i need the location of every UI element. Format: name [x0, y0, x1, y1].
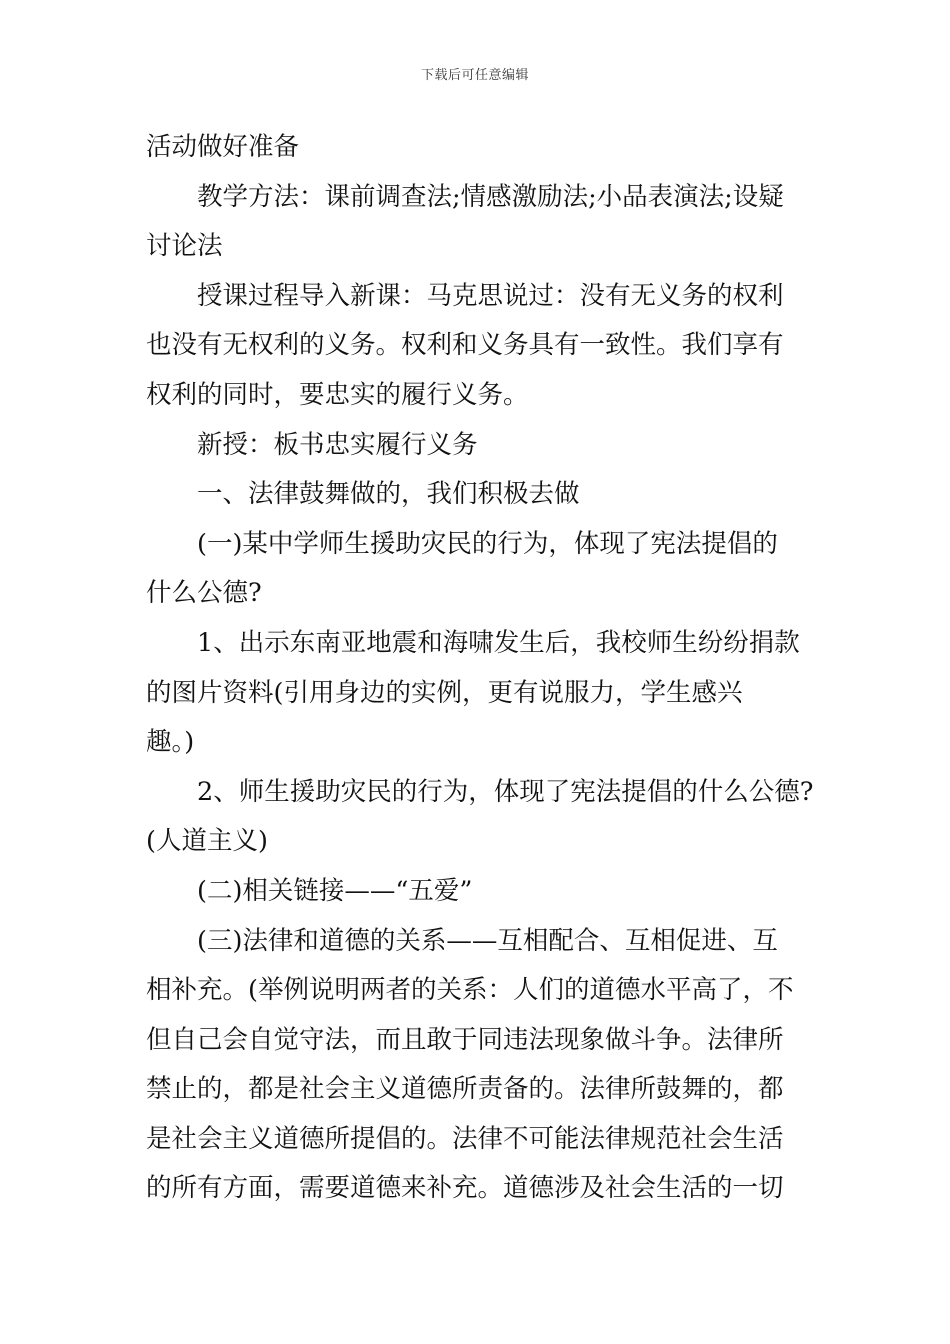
document-body: [146, 123, 814, 1214]
text-line: 一、法律鼓舞做的，我们积极去做: [197, 479, 580, 510]
text-line: 教学方法：课前调查法;情感激励法;小品表演法;设疑: [197, 181, 784, 212]
text-line: 授课过程导入新课：马克思说过：没有无义务的权利: [197, 280, 784, 311]
text-line: (人道主义): [146, 826, 268, 857]
text-line: 相补充。(举例说明两者的关系：人们的道德水平高了，不: [146, 975, 794, 1006]
text-line: 权利的同时，要忠实的履行义务。: [146, 379, 529, 410]
text-line: 的图片资料(引用身边的实例，更有说服力，学生感兴: [146, 677, 743, 708]
text-line: 讨论法: [146, 231, 223, 262]
text-line: 禁止的，都是社会主义道德所责备的。法律所鼓舞的，都: [146, 1074, 784, 1105]
text-line: 新授：板书忠实履行义务: [197, 429, 478, 460]
text-line: 趣。): [146, 727, 195, 758]
page-header: 下载后可任意编辑: [420, 68, 529, 83]
text-line: 1、出示东南亚地震和海啸发生后，我校师生纷纷捐款: [197, 627, 800, 658]
text-line: 但自己会自觉守法，而且敢于同违法现象做斗争。法律所: [146, 1024, 784, 1055]
text-line: 什么公德?: [146, 578, 262, 609]
text-line: (三)法律和道德的关系——互相配合、互相促进、互: [197, 925, 778, 956]
text-line: (二)相关链接——“五爱”: [197, 875, 473, 906]
text-line: 2、师生援助灾民的行为，体现了宪法提倡的什么公德?: [197, 776, 814, 807]
text-line: 也没有无权利的义务。权利和义务具有一致性。我们享有: [146, 330, 784, 361]
text-line: 的所有方面，需要道德来补充。道德涉及社会生活的一切: [146, 1173, 784, 1204]
text-line: 活动做好准备: [146, 132, 300, 162]
text-line: (一)某中学师生援助灾民的行为，体现了宪法提倡的: [197, 528, 778, 559]
text-line: 是社会主义道德所提倡的。法律不可能法律规范社会生活: [146, 1123, 784, 1154]
